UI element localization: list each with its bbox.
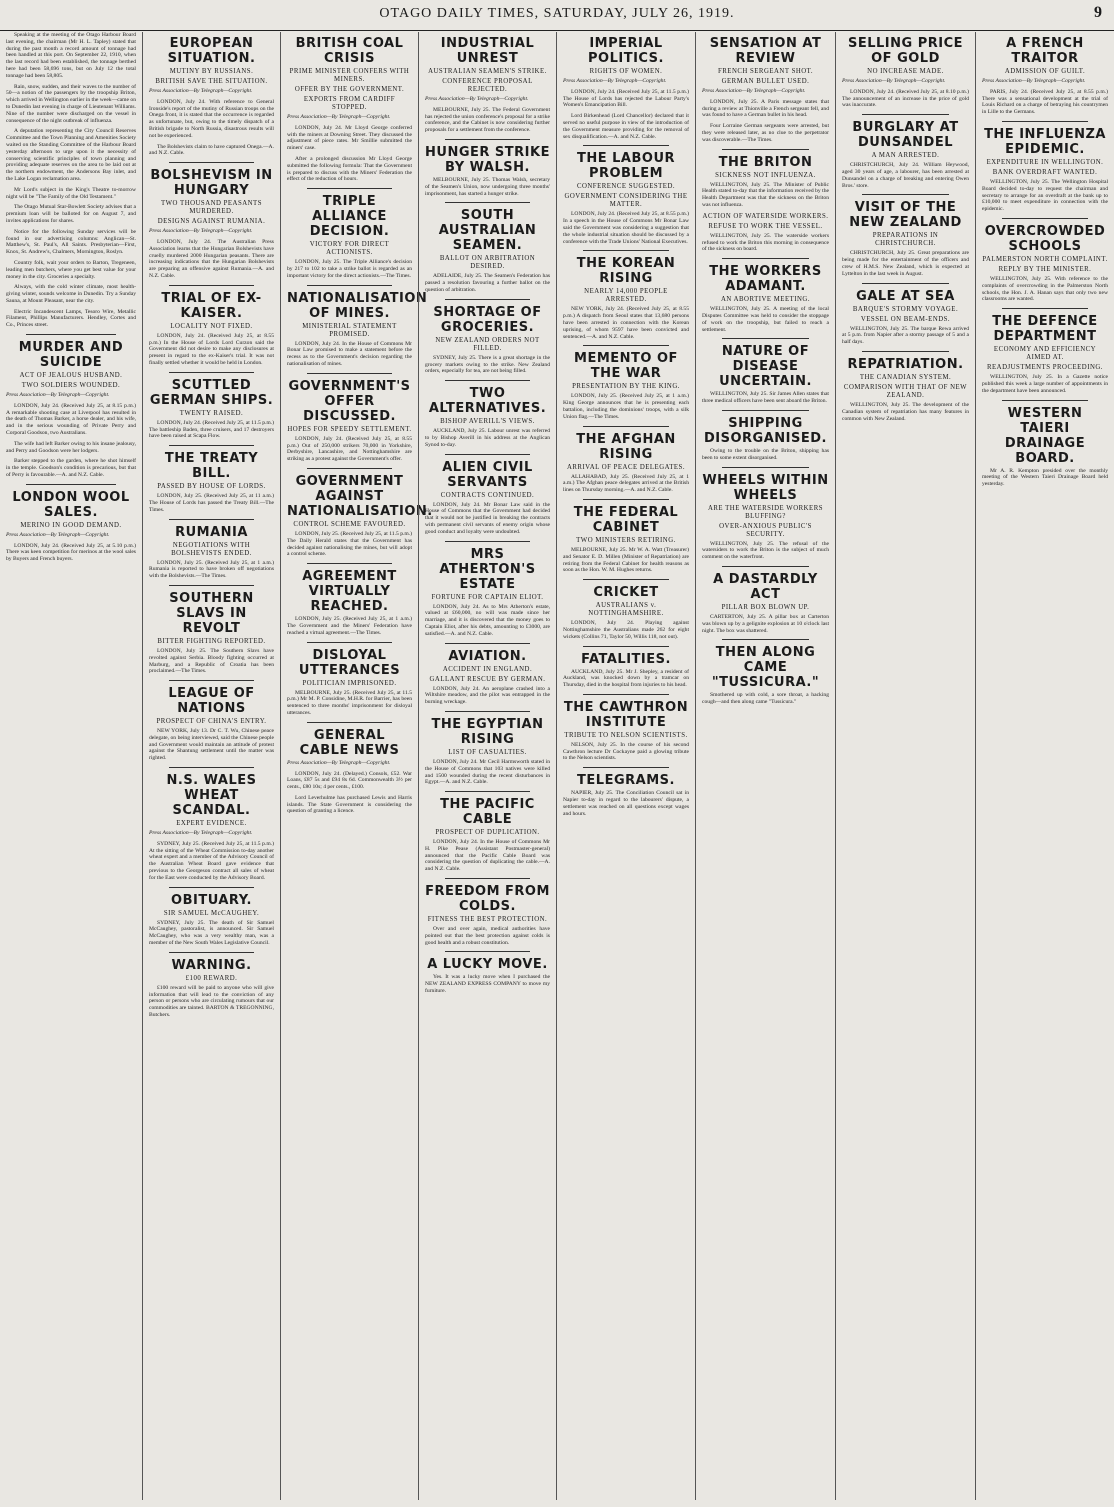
article-subheading: REFUSE TO WORK THE VESSEL.	[708, 222, 823, 230]
press-credit: Press Association—By Telegraph—Copyright.	[842, 78, 946, 84]
article-headline: THE LABOUR PROBLEM	[576, 151, 676, 182]
article-paragraph: LONDON, July 25. (Received July 25, at 1 a.m.) King George announces that he is presenting each battalion, including the dominions' troops, with a silk Union flag.—The Times.	[563, 393, 689, 420]
article-paragraph: LONDON, July 24. (Received July 25, at 11.5 p.m.) The battleship Baden, three cruisers, and 17 destroyers have been raised at Scapa Flow.	[149, 419, 274, 440]
article-headline: WARNING.	[171, 957, 252, 973]
article-headline: THE DEFENCE DEPARTMENT	[992, 314, 1098, 345]
article-divider	[26, 334, 116, 335]
article-subheading: TWO MINISTERS RETIRING.	[576, 536, 676, 544]
article-paragraph: LONDON, July 24. (Received July 25, at 5.10 p.m.) There was keen competition for merinos at the wool sales by Buyers and French buyers.	[6, 542, 136, 563]
article-headline: REPATRIATION.	[847, 356, 964, 372]
article-headline: EUROPEAN SITUATION.	[167, 36, 256, 66]
article-paragraph: CHRISTCHURCH, July 25. Great preparations are being made for the entertainment of the officers and crew of H.M.S. New Zealand, which is expected at Lyttelton in the last week in August.	[842, 250, 969, 277]
article-divider	[583, 767, 669, 768]
article-subheading: NEW ZEALAND ORDERS NOT FILLED.	[435, 336, 540, 352]
article-divider	[445, 454, 530, 455]
article-paragraph: LONDON, July 25. (Received July 25, at 11.5 p.m.) The Daily Herald states that the Government has decided against nationalising the mines, but will adopt a control scheme.	[287, 530, 412, 558]
article-paragraph: NELSON, July 25. In the course of his second Cawthron lecture Dr Cockayne paid a glowing tribute to the Nelson scientists.	[563, 741, 689, 762]
article-headline: A DASTARDLY ACT	[713, 571, 818, 602]
article-paragraph: WELLINGTON, July 25. A meeting of the local Disputes Committee was held to consider the stoppage of work on the troopship, but failed to reach a settlement.	[702, 306, 829, 333]
article-paragraph: Notice for the following Sunday services will be found in our advertising columns: Anglican—St. Matthew's, St. Paul's, All Saints. Presbyterian—First, Knox, St. Andrew's, Chalmers, Mornington, Roslyn.	[6, 228, 136, 256]
article-headline: A LUCKY MOVE.	[427, 957, 548, 973]
article-divider	[1002, 400, 1088, 401]
article-paragraph: PARIS, July 24. (Received July 25, at 8.55 p.m.) There was a sensational development at the trial of Louis Richard on a charge of betraying his countrymen in Lille to the Germans.	[982, 88, 1108, 116]
article-paragraph: SYDNEY, July 25. There is a great shortage in the grocery markets owing to the strike. New Zealand orders, especially for tea, are not being filled.	[425, 354, 550, 375]
article-divider	[445, 380, 530, 381]
article-subheading: ARE THE WATERSIDE WORKERS BLUFFING?	[707, 504, 824, 520]
article-paragraph: SYDNEY, July 25. The death of Sir Samuel McCaughey, pastoralist, is announced. Sir Samuel McCaughey, who was a very wealthy man, was a member of the New South Wales Legislative Council.	[149, 919, 274, 947]
article-paragraph: Mr A. R. Kempton presided over the monthly meeting of the Western Taieri Drainage Board held yesterday.	[982, 467, 1108, 488]
article-subheading: READJUSTMENTS PROCEEDING.	[987, 364, 1103, 372]
article-headline: THE PACIFIC CABLE	[440, 797, 535, 828]
article-headline: THE CAWTHRON INSTITUTE	[563, 699, 689, 730]
article-subheading: TWO THOUSAND PEASANTS MURDERED.	[160, 200, 262, 216]
article-headline: OBITUARY.	[171, 892, 252, 908]
article-headline: WHEELS WITHIN WHEELS	[702, 472, 829, 503]
article-divider	[1002, 308, 1088, 309]
article-headline: SOUTHERN SLAVS IN REVOLT	[169, 590, 254, 636]
article-subheading: CONTROL SCHEME FAVOURED.	[293, 520, 406, 528]
article-headline: THE FEDERAL CABINET	[573, 504, 679, 535]
article-headline: DISLOYAL UTTERANCES	[298, 647, 401, 678]
article-headline: THE TREATY BILL.	[164, 451, 259, 482]
article-divider	[722, 338, 809, 339]
article-paragraph: NEW YORK, July 24. (Received July 25, at 8.55 p.m.) A dispatch from Seoul states that 13,680 persons have been arrested in connection with the Korean uprising, of whom 9597 have been convicted and sentenced.—A. and N.Z. Cable.	[563, 306, 689, 340]
article-headline: THE AFGHAN RISING	[576, 431, 676, 462]
article-paragraph: MELBOURNE, July 25. (Received July 25, at 11.5 p.m.) Mr M. P. Considine, M.H.R. for Barrier, has been sentenced to three months' imprisonment for disloyal utterances.	[287, 689, 412, 716]
article-paragraph: LONDON, July 24. Mr Lloyd George conferred with the miners at Downing Street. They discussed the adjustment of piece rates. Mr Smillie submitted the miners' case.	[287, 124, 412, 152]
article-headline: AGREEMENT VIRTUALLY REACHED.	[302, 569, 397, 615]
article-paragraph: After a prolonged discussion Mr Lloyd George submitted the following formula: That the Government is prepared to discuss with the Miners' Federation the effect of the reduction of hours.	[287, 155, 412, 183]
article-divider	[445, 711, 530, 712]
article-paragraph: CHRISTCHURCH, July 24. William Heywood, aged 30 years of age, a labourer, has been arrested at Dunsandel on a charge of breaking and entering Owen Bros.' store.	[842, 162, 969, 189]
article-subheading: EXPENDITURE IN WELLINGTON.	[986, 158, 1104, 166]
article-divider	[722, 258, 809, 259]
article-subheading: POLITICIAN IMPRISONED.	[302, 679, 397, 687]
article-subheading: A MAN ARRESTED.	[871, 152, 940, 160]
article-subheading: COMPARISON WITH THAT OF NEW ZEALAND.	[843, 383, 968, 399]
article-paragraph: The Bolshevists claim to have captured Onega.—A. and N.Z. Cable.	[149, 143, 274, 157]
article-subheading: PASSED BY HOUSE OF LORDS.	[157, 483, 266, 491]
article-paragraph: NAPIER, July 25. The Conciliation Council sat in Napier to-day in regard to the labourers' dispute, a settlement was reached on all questions except wages and hours.	[563, 790, 689, 817]
article-subheading: BANK OVERDRAFT WANTED.	[992, 168, 1098, 176]
article-divider	[445, 299, 530, 300]
article-paragraph: WELLINGTON, July 25. In a Gazette notice published this week a large number of appointments in the department have been announced.	[982, 374, 1108, 394]
article-paragraph: The wife had left Barker owing to his insane jealousy, and Perry and Goodson were her lodgers.	[6, 440, 136, 454]
article-paragraph: AUCKLAND, July 25. Labour unrest was referred to by Bishop Averill in his address at the Anglican Synod to-day.	[425, 428, 550, 448]
article-paragraph: LONDON, July 25. (Received July 25, at 1 a.m.) Rumania is reported to have broken off negotiations with the Bolshevists.—The Times.	[149, 559, 274, 580]
article-divider	[722, 149, 809, 150]
article-paragraph: £100 reward will be paid to anyone who will give information that will lead to the conviction of any person or persons who are circulating rumours that our commodities are tainted. BARTON & TREGONNING, Butchers.	[149, 984, 274, 1019]
article-subheading: GERMAN BULLET USED.	[721, 78, 810, 85]
article-subheading: BARQUE'S STORMY VOYAGE.	[852, 305, 959, 313]
article-headline: TRIPLE ALLIANCE DECISION.	[309, 194, 390, 240]
article-paragraph: LONDON, July 24. (Received July 25, at 8.10 p.m.) The announcement of an increase in the price of gold was inaccurate.	[842, 88, 969, 109]
article-headline: THE EGYPTIAN RISING	[431, 716, 544, 747]
article-divider	[583, 345, 669, 346]
article-headline: VISIT OF THE NEW ZEALAND	[849, 200, 962, 231]
article-headline: TELEGRAMS.	[577, 773, 675, 789]
article-paragraph: ALLAHABAD, July 25. (Received July 25, at 1 a.m.) The Afghan peace delegates arrived at the British lines on Thursday morning.—A. and N.Z. Cable.	[563, 473, 689, 494]
article-subheading: FITNESS THE BEST PROTECTION.	[427, 916, 548, 924]
article-paragraph: LONDON, July 24. With reference to General Ironside's report of the mutiny of Russian troops on the Onega front, it is stated that the occurrence is regarded as unfortunate, but, owing to the timely dispatch of a British brigade to North Russia, disastrous results will not be experienced.	[149, 98, 274, 139]
article-paragraph: Owing to the trouble on the Briton, shipping has been to some extent disorganised.	[702, 447, 829, 461]
article-divider	[862, 114, 949, 115]
article-subheading: REPLY BY THE MINISTER.	[998, 265, 1092, 273]
article-divider	[169, 445, 254, 446]
article-headline: A FRENCH TRAITOR	[1006, 36, 1084, 66]
article-subheading: AUSTRALIANS v. NOTTINGHAMSHIRE.	[588, 602, 664, 618]
article-headline: NATIONALISATION OF MINES.	[287, 290, 428, 321]
article-divider	[307, 188, 392, 189]
article-divider	[583, 250, 669, 251]
article-paragraph: WELLINGTON, July 25. The Wellington Hospital Board decided to-day to request the chairman and secretary to arrange for an overdraft at the bank up to £10,000 to meet expenditure in connection with the epidemic.	[982, 178, 1108, 213]
press-credit: Press Association—By Telegraph—Copyright.	[287, 759, 391, 766]
article-subheading: VESSEL ON BEAM-ENDS.	[860, 315, 951, 323]
article-headline: SOUTH AUSTRALIAN SEAMEN.	[438, 208, 537, 254]
article-paragraph: ADELAIDE, July 25. The Seamen's Federation has passed a resolution favouring a further ballot on the question of arbitration.	[425, 273, 550, 293]
article-subheading: SICKNESS NOT INFLUENZA.	[715, 171, 816, 179]
article-subheading: MINISTERIAL STATEMENT PROMISED.	[302, 322, 397, 338]
article-paragraph: Rain, snow, sudden, and their waves to the number of 50—a notion of the passengers by the troopship Briton, which arrived in Wellington earlier in the week—came on to Dunedin last evening in charge of Lieutenant Williams. Nine of the number were discharged on the vessel in consequence of the night outbreak of influenza.	[6, 83, 136, 124]
article-subheading: FRENCH SERGEANT SHOT.	[717, 68, 814, 75]
article-subheading: GALLANT RESCUE BY GERMAN.	[429, 675, 546, 683]
article-subheading: PRIME MINISTER CONFERS WITH MINERS.	[289, 68, 410, 83]
article-divider	[862, 194, 949, 195]
article-paragraph: LONDON, July 24. Playing against Nottinghamshire the Australians made 262 for eight wickets (Collins 71, Taylor 50, Willis 118, not out).	[563, 620, 689, 640]
article-headline: THEN ALONG CAME "TUSSICURA."	[711, 645, 820, 691]
article-headline: INDUSTRIAL UNREST	[440, 36, 535, 66]
article-paragraph: Smothered up with cold, a sore throat, a hacking cough—and then along came "Tussicura."	[702, 692, 829, 706]
article-subheading: OVER-ANXIOUS PUBLIC'S SECURITY.	[719, 522, 812, 538]
article-paragraph: WELLINGTON, July 25. Sir James Allen states that three medical officers have been sent aboard the Briton.	[702, 391, 829, 405]
article-headline: GALE AT SEA	[856, 288, 955, 304]
article-divider	[722, 410, 809, 411]
article-subheading: ECONOMY AND EFFICIENCY AIMED AT.	[993, 346, 1097, 362]
article-paragraph: WELLINGTON, July 25. With reference to the complaints of overcrowding in the Palmerston North schools, the Hon. J. A. Hanan says that only two new classrooms are wanted.	[982, 275, 1108, 303]
article-subheading: £100 REWARD.	[185, 974, 238, 982]
article-divider	[722, 639, 809, 640]
article-headline: SCUTTLED GERMAN SHIPS.	[149, 377, 274, 408]
article-paragraph: CARTERTON, July 25. A pillar box at Carterton was blown up by a gelignite explosion at 10 o'clock last night. The box was shattered.	[702, 613, 829, 634]
article-subheading: BITTER FIGHTING REPORTED.	[157, 637, 266, 645]
article-headline: FREEDOM FROM COLDS.	[425, 884, 550, 915]
article-paragraph: LONDON, July 24. Mr Cecil Harmsworth stated in the House of Commons that 103 natives were killed and 1500 wounded during the recent disturbances in Egypt.—A. and N.Z. Cable.	[425, 758, 550, 786]
article-subheading: RIGHTS OF WOMEN.	[589, 68, 663, 75]
press-credit: Press Association—By Telegraph—Copyright.	[149, 88, 253, 94]
article-paragraph: WELLINGTON, July 25. The development of the Canadian system of repatriation has many features in common with New Zealand.	[842, 401, 969, 422]
article-subheading: PROSPECT OF DUPLICATION.	[435, 829, 540, 837]
article-divider	[445, 541, 530, 542]
article-headline: GENERAL CABLE NEWS	[299, 727, 400, 758]
article-paragraph: LONDON, July 25. (Received July 25, at 11 a.m.) The House of Lords has passed the Treaty Bill.—The Times.	[149, 493, 274, 513]
article-paragraph: Lord Birkenhead (Lord Chancellor) declared that it served no useful purpose in view of the introduction of the Government measure providing for the removal of sex disqualification.—A. and N.Z. Cable.	[563, 113, 689, 140]
article-divider	[169, 952, 254, 953]
article-subheading: TRIBUTE TO NELSON SCIENTISTS.	[564, 731, 688, 739]
article-divider	[307, 373, 392, 374]
masthead	[0, 0, 1114, 31]
article-headline: RUMANIA	[175, 524, 248, 540]
press-credit: Press Association—By Telegraph—Copyright.	[149, 830, 253, 837]
article-subheading: NEGOTIATIONS WITH BOLSHEVISTS ENDED.	[171, 541, 252, 557]
article-subheading: FORTUNE FOR CAPTAIN ELIOT.	[431, 593, 544, 601]
article-headline: AVIATION.	[448, 648, 527, 664]
article-divider	[445, 139, 530, 140]
column-4	[418, 32, 556, 1500]
article-subheading: VICTORY FOR DIRECT ACTIONISTS.	[309, 241, 390, 257]
article-paragraph: Mr Lord's subject in the King's Theatre to-morrow night will be "The Family of the Old Testament."	[6, 186, 136, 200]
article-paragraph: WELLINGTON, July 25. The barque Rewa arrived at 5 p.m. from Napier after a stormy passage of 5 and a half days.	[842, 325, 969, 346]
column-3	[280, 32, 433, 1500]
article-divider	[307, 722, 392, 723]
columns-container	[0, 32, 1114, 1502]
article-paragraph: LONDON, July 25. The Southern Slavs have revolted against Serbia. Bloody fighting occurred at Marburg, and a Republic of Croatia has been proclaimed.—The Times.	[149, 647, 274, 675]
page-number: 9	[1094, 4, 1102, 21]
press-credit: Press Association—By Telegraph—Copyright.	[6, 531, 110, 538]
article-paragraph: LONDON, July 24. Mr Bonar Law said in the House of Commons that the Government had decided that it would not be justified in breaking the contracts with permanent civil servants of enemy origin whose good conduct and loyalty were undoubted.	[425, 501, 550, 535]
article-paragraph: Country folk, wait your orders to Barton, Tregeneen, leading men butchers, where you get best value for your money in the city. Groceries a specialty.	[6, 259, 136, 280]
article-headline: GOVERNMENT AGAINST NATIONALISATION.	[287, 473, 433, 519]
article-paragraph: LONDON, July 24. In the House of Commons Mr Bonar Law promised to make a statement before the recess as to the Government's decision regarding the nationalisation of mines.	[287, 340, 412, 367]
article-divider	[307, 285, 392, 286]
column-8	[975, 32, 1114, 1500]
article-headline: BOLSHEVISM IN HUNGARY	[150, 168, 273, 199]
article-subheading: NO INCREASE MADE.	[867, 68, 944, 75]
article-subheading: CONTRACTS CONTINUED.	[440, 491, 535, 499]
article-subheading: OFFER BY THE GOVERNMENT.	[294, 86, 405, 93]
press-credit: Press Association—By Telegraph—Copyright.	[149, 228, 253, 235]
article-divider	[583, 646, 669, 647]
article-paragraph: WELLINGTON, July 25. The Minister of Public Health stated to-day that the information received by the Health Department was that the sickness on the Briton was not influenza.	[702, 181, 829, 208]
article-divider	[583, 694, 669, 695]
article-paragraph: LONDON, July 24. In the House of Commons Mr H. Pike Pease (Assistant Postmaster-general) announced that the Pacific Cable Board was considering the question of duplicating the cable.—A. and N.Z. Cable.	[425, 839, 550, 873]
article-paragraph: A deputation representing the City Council Reserves Committee and the Town Planning and Amenities Society waited on the Standing Committee of the Harbour Board yesterday afternoon to urge upon it the necessity of conserving scientific principles of town planning and providing adequate reserves on the area to be laid out at the northern endowment, the Andersons Bay inlet, and the Lake Logan reclamation area.	[6, 128, 136, 182]
article-subheading: AUSTRALIAN SEAMEN'S STRIKE.	[428, 68, 547, 75]
article-divider	[583, 426, 669, 427]
article-paragraph: LONDON, July 24. (Delayed.) Consols, £52. War Loans, £87 5s and £94 8s 6d. Commonwealth 3½ per cents., £80 10s; 4 per cents., £100.	[287, 770, 412, 791]
press-credit: Press Association—By Telegraph—Copyright.	[702, 88, 806, 94]
article-subheading: EXPORTS FROM CARDIFF STOPPED.	[303, 96, 396, 111]
article-paragraph: MELBOURNE, July 25. The Federal Government has rejected the union conference's proposal for a strike conference, and the Cabinet is now considering further proposals for a settlement from the conference.	[425, 106, 550, 134]
article-paragraph: LONDON, July 25. A Paris message states that during a review at Thionville a French sergeant fell, and was found to have a German bullet in his head.	[702, 98, 829, 119]
article-paragraph: AUCKLAND, July 25. Mr J. Shepley, a resident of Auckland, was knocked down by a tramcar on Thursday, died in the hospital from injuries to his head.	[563, 668, 689, 689]
article-divider	[583, 579, 669, 580]
paper-title-line: OTAGO DAILY TIMES, SATURDAY, JULY 26, 1919.	[379, 6, 735, 21]
article-divider	[169, 519, 254, 520]
article-divider	[722, 566, 809, 567]
column-1	[0, 32, 142, 1500]
article-subheading: NEARLY 14,000 PEOPLE ARRESTED.	[584, 288, 668, 304]
article-divider	[583, 145, 669, 146]
article-headline: LONDON WOOL SALES.	[12, 489, 130, 520]
article-paragraph: MELBOURNE, July 25. Mr W. A. Watt (Treasurer) and Senator E. D. Millen (Minister of Repatriation) are retiring from the Federal Cabinet for health reasons as soon as the Hon. W. M. Hughes returns.	[563, 546, 689, 574]
press-credit: Press Association—By Telegraph—Copyright.	[425, 96, 529, 102]
article-headline: MEMENTO OF THE WAR	[574, 351, 678, 382]
article-paragraph: Lord Leverhulme has purchased Lewis and Harris islands. The State Government is considering the question of granting a licence.	[287, 794, 412, 815]
article-paragraph: LONDON, July 24. (Received July 25, at 8.55 p.m.) In the House of Lords Lord Curzon said the Government did not desire to make any disclosures at present in regard to the ex-Kaiser's trial. It was not finally settled whether it would be held in London.	[149, 332, 274, 366]
article-divider	[26, 484, 116, 485]
article-headline: FATALITIES.	[581, 651, 671, 667]
article-subheading: LIST OF CASUALTIES.	[448, 748, 527, 756]
article-headline: MRS ATHERTON'S ESTATE	[439, 546, 536, 592]
article-paragraph: LONDON, July 24. (Received July 25, at 11.5 p.m.) The House of Lords has rejected the Labour Party's Women's Emancipation Bill.	[563, 88, 689, 109]
article-subheading: PREPARATIONS IN CHRISTCHURCH.	[872, 232, 939, 248]
article-subheading: MUTINY BY RUSSIANS.	[169, 68, 254, 75]
press-credit: Press Association—By Telegraph—Copyright.	[563, 78, 667, 84]
article-subheading: MERINO IN GOOD DEMAND.	[20, 521, 122, 529]
article-subheading: TWENTY RAISED.	[179, 409, 244, 417]
article-headline: SELLING PRICE OF GOLD	[847, 36, 964, 66]
column-2	[142, 32, 280, 1500]
article-divider	[862, 351, 949, 352]
article-subheading: ARRIVAL OF PEACE DELEGATES.	[566, 463, 686, 471]
article-subheading: BALLOT ON ARBITRATION DESIRED.	[439, 255, 536, 271]
article-headline: TRIAL OF EX-KAISER.	[161, 290, 262, 321]
article-headline: BURGLARY AT DUNSANDEL	[852, 120, 959, 151]
article-divider	[445, 791, 530, 792]
article-subheading: ACTION OF WATERSIDE WORKERS.	[702, 212, 829, 220]
article-divider	[722, 467, 809, 468]
article-headline: THE KOREAN RISING	[576, 256, 676, 287]
article-paragraph: Over and over again, medical authorities have pointed out that the best protection against colds is good health and a robust constitution.	[425, 926, 550, 946]
article-subheading: SIR SAMUEL McCAUGHEY.	[163, 909, 260, 917]
article-subheading: TWO SOLDIERS WOUNDED.	[21, 382, 121, 390]
article-divider	[169, 585, 254, 586]
article-headline: CRICKET	[593, 585, 659, 601]
article-headline: SHIPPING DISORGANISED.	[704, 415, 827, 446]
article-paragraph: Yes. It was a lucky move when I purchased the NEW ZEALAND EXPRESS COMPANY to move my furniture.	[425, 974, 550, 995]
article-headline: MURDER AND SUICIDE	[18, 340, 124, 371]
article-divider	[445, 951, 530, 952]
article-headline: LEAGUE OF NATIONS	[168, 686, 255, 717]
article-paragraph: LONDON, July 24. The Australian Press Association learns that the Hungarian Bolshevists have cruelly murdered 2000 Hungarian peasants. There are increasing indications that the Hungarian Bolshevists are preparing an offensive against Rumania.—A. and N.Z. Cable.	[149, 238, 274, 279]
article-subheading: HOPES FOR SPEEDY SETTLEMENT.	[287, 425, 412, 433]
article-subheading: PALMERSTON NORTH COMPLAINT.	[982, 255, 1108, 263]
article-paragraph: Barker stepped to the garden, where he shot himself in the temple. Goodson's condition is precarious, but that of Perry is favourable.—A. and N.Z. Cable.	[6, 458, 136, 479]
article-divider	[169, 285, 254, 286]
article-subheading: BRITISH SAVE THE SITUATION.	[155, 78, 268, 85]
article-divider	[445, 878, 530, 879]
article-headline: OVERCROWDED SCHOOLS	[984, 223, 1106, 254]
article-divider	[169, 372, 254, 373]
article-paragraph: LONDON, July 24. (Received July 25, at 8.15 p.m.) A remarkable shooting case at Liverpool has resulted in the death of Thomas Barker, a horse dealer, and his wife, and in the serious wounding of Private Perry and Corporal Goodson, two Australians.	[6, 402, 136, 437]
article-subheading: ACCIDENT IN ENGLAND.	[442, 665, 533, 673]
article-subheading: GOVERNMENT CONSIDERING THE MATTER.	[564, 193, 688, 209]
press-credit: Press Association—By Telegraph—Copyright.	[6, 392, 110, 399]
article-headline: TWO ALTERNATIVES.	[428, 386, 547, 417]
article-headline: THE INFLUENZA EPIDEMIC.	[984, 126, 1106, 157]
article-subheading: PILLAR BOX BLOWN UP.	[721, 603, 810, 611]
article-divider	[445, 643, 530, 644]
article-paragraph: Electric Incandescent Lamps, Tesoro Wire, Metallic Filament, Phillips Manufacturers. Hendley, Cortes and Co., Princes street.	[6, 308, 136, 329]
article-paragraph: Always, with the cold winter climate, most health-giving winter, sounds welcome in Dunedin. Try a Sunday Sauna, at Mount Pleasant, near the city.	[6, 284, 136, 304]
article-subheading: LOCALITY NOT FIXED.	[170, 322, 253, 330]
article-paragraph: SYDNEY, July 25. (Received July 25, at 11.5 p.m.) At the sitting of the Wheat Commission to-day another wheat expert and a member of the Advisory Council of the Australian Wheat Board gave evidence that previous to the Georgeson contract all sales of wheat for the East were conducted by the Advisory Board.	[149, 840, 274, 881]
article-paragraph: WELLINGTON, July 25. The waterside workers refused to work the Briton this morning in consequence of the sickness on board.	[702, 232, 829, 253]
article-divider	[583, 499, 669, 500]
article-subheading: DESIGNS AGAINST RUMANIA.	[157, 218, 266, 226]
article-headline: THE BRITON	[718, 154, 813, 170]
article-headline: IMPERIAL POLITICS.	[588, 36, 664, 66]
article-divider	[1002, 121, 1088, 122]
column-6	[695, 32, 835, 1500]
article-headline: BRITISH COAL CRISIS	[295, 36, 404, 66]
article-paragraph: The Otago Mutual Star-Bowlett Society advises that a premium loan will be balloted for on August 7, and invites applications for shares.	[6, 204, 136, 224]
article-divider	[169, 162, 254, 163]
article-divider	[307, 468, 392, 469]
article-paragraph: Four Lorraine German sergeants were arrested, but they were released later, as no clue to the perpetrator was discoverable.—The Times.	[702, 123, 829, 143]
article-headline: WESTERN TAIERI DRAINAGE BOARD.	[1004, 405, 1086, 466]
article-subheading: CONFERENCE SUGGESTED.	[576, 183, 676, 191]
column-5	[556, 32, 695, 1500]
article-headline: NATURE OF DISEASE UNCERTAIN.	[719, 344, 812, 390]
article-paragraph: LONDON, July 25. The Triple Alliance's decision by 217 to 102 to take a strike ballot is regarded as an important victory for the direct actionists.—The Times.	[287, 259, 412, 279]
article-subheading: ACT OF JEALOUS HUSBAND.	[19, 372, 123, 380]
article-headline: THE WORKERS ADAMANT.	[709, 264, 822, 295]
article-headline: GOVERNMENT'S OFFER DISCUSSED.	[288, 378, 411, 424]
press-credit: Press Association—By Telegraph—Copyright.	[982, 78, 1086, 84]
article-headline: SHORTAGE OF GROCERIES.	[433, 304, 542, 335]
article-paragraph: LONDON, July 24. An aeroplane crashed into a Wiltshire meadow, and the pilot was entrapped in the burning wreckage.	[425, 685, 550, 706]
article-paragraph: LONDON, July 24. (Received July 25, at 8.55 p.m.) In a speech in the House of Commons Mr Bonar Law said the Government was considering a suggestion that the whole industrial situation should be discussed by a conference with the Trade Unions' National Executives.	[563, 211, 689, 245]
article-paragraph: NEW YORK, July 13. Dr C. T. Wu, Chinese peace delegate, on being interviewed, said the Chinese people and Government would maintain an attitude of protest against the Shantung settlement until the matter was righted.	[149, 728, 274, 762]
article-subheading: THE CANADIAN SYSTEM.	[859, 373, 952, 381]
article-headline: SENSATION AT REVIEW	[709, 36, 822, 66]
article-divider	[862, 283, 949, 284]
article-subheading: EXPERT EVIDENCE.	[176, 820, 247, 828]
article-divider	[1002, 218, 1088, 219]
article-divider	[169, 680, 254, 681]
article-divider	[307, 563, 392, 564]
article-subheading: BISHOP AVERILL'S VIEWS.	[440, 418, 535, 426]
article-paragraph: LONDON, July 24. As to Mrs Atherton's estate, valued at £60,000, no will was made since her marriage, and it is discovered that the money goes to Captain Eliot, after his debts, amounting to £3000, are satisfied.—A. and N.Z. Cable.	[425, 603, 550, 637]
article-paragraph: WELLINGTON, July 25. The refusal of the watersiders to work the Briton is the subject of much comment on the waterfront.	[702, 540, 829, 561]
article-subheading: PRESENTATION BY THE KING.	[572, 383, 680, 391]
article-paragraph: LONDON, July 24. (Received July 25, at 8.55 p.m.) Out of 250,000 strikers 70,000 in Yorkshire, Derbyshire, Lancashire, and Nottinghamshire are striking as a protest against the Government's offer.	[287, 435, 412, 463]
article-paragraph: Speaking at the meeting of the Otago Harbour Board last evening, the chairman (Mr H. L. Tapley) stated that during the past month a record amount of tonnage had been handled at this port. On September 22, 1910, when the last record had been established, the tonnage berthed here had been 58,696 tons, but on July 12 the total tonnage had been 58,805.	[6, 32, 136, 79]
article-divider	[445, 202, 530, 203]
article-subheading: AN ABORTIVE MEETING.	[720, 296, 811, 304]
article-divider	[169, 887, 254, 888]
article-divider	[169, 767, 254, 768]
article-divider	[307, 642, 392, 643]
column-7	[835, 32, 975, 1500]
article-headline: N.S. WALES WHEAT SCANDAL.	[166, 773, 257, 819]
article-subheading: PROSPECT OF CHINA'S ENTRY.	[156, 718, 267, 726]
article-headline: HUNGER STRIKE BY WALSH.	[425, 144, 550, 175]
article-headline: ALIEN CIVIL SERVANTS	[442, 459, 533, 490]
article-subheading: ADMISSION OF GUILT.	[1004, 68, 1086, 75]
article-subheading: CONFERENCE PROPOSAL REJECTED.	[442, 78, 533, 93]
article-paragraph: LONDON, July 25. (Received July 25, at 1 a.m.) The Government and the Miners' Federation have reached a virtual agreement.—The Times.	[287, 616, 412, 636]
article-paragraph: MELBOURNE, July 25. Thomas Walsh, secretary of the Seamen's Union, now undergoing three months' imprisonment, has started a hunger strike.	[425, 176, 550, 197]
press-credit: Press Association—By Telegraph—Copyright.	[287, 114, 391, 120]
